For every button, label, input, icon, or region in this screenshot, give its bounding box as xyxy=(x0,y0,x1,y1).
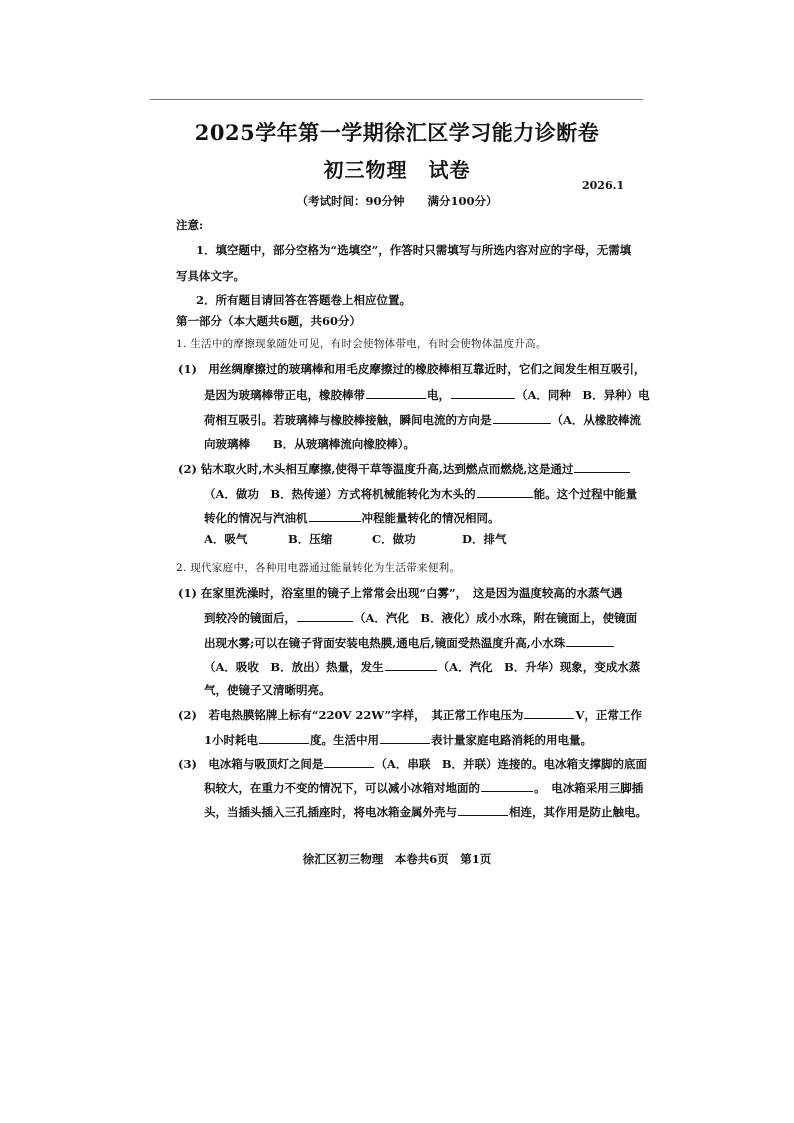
q1-intro: 1. 生活中的摩擦现象随处可见，有时会使物体带电，有时会使物体温度升高。 xyxy=(176,338,547,350)
answer-blank[interactable] xyxy=(366,386,426,399)
answer-blank[interactable] xyxy=(380,731,430,744)
answer-blank[interactable] xyxy=(324,755,374,768)
q2-3-text-d: 。 电冰箱采用三脚插 xyxy=(534,781,644,795)
q1-1-line-2 xyxy=(204,386,650,403)
option-a: A．吸气 xyxy=(204,532,248,546)
option-b: B．压缩 xyxy=(288,532,333,546)
answer-blank[interactable] xyxy=(451,386,515,399)
q2-2-text-c: 1小时耗电 xyxy=(204,733,259,747)
q1-1-line-4: 向玻璃棒 B．从玻璃棒流向橡胶棒）。 xyxy=(204,437,415,451)
q2-1-text-b: （A．汽化 B．液化）成小水珠，附在镜面上，使镜面 xyxy=(354,611,638,625)
q2-1-line-4 xyxy=(204,658,640,675)
q1-2-text-d: 转化的情况与汽油机 xyxy=(204,511,308,525)
q1-1-line-1: (1) 用丝绸摩擦过的玻璃棒和用毛皮摩擦过的橡胶棒相互靠近时，它们之间发生相互吸引， xyxy=(178,362,646,376)
q2-1-text-c: 出现水雾;可以在镜子背面安装电热膜,通电后,镜面受热温度升高,小水珠 xyxy=(204,636,566,650)
q2-3-line-2 xyxy=(204,779,643,796)
answer-blank[interactable] xyxy=(477,485,533,498)
q2-1-line-3 xyxy=(204,634,615,651)
q1-2-text-b: （A．做功 B．热传递）方式将机械能转化为木头的 xyxy=(204,487,476,501)
q2-3-text-a: (3) 电冰箱与吸顶灯之间是 xyxy=(178,757,324,771)
option-c: C．做功 xyxy=(372,532,416,546)
q2-2-text-d: 度。生活中用 xyxy=(310,733,380,747)
paper-subtitle: 初三物理 试卷 xyxy=(323,158,471,182)
answer-blank[interactable] xyxy=(458,803,508,816)
q2-3-text-e: 头，当插头插入三孔插座时，将电冰箱金属外壳与 xyxy=(204,805,457,819)
q2-1-line-5: 气，使镜子又清晰明亮。 xyxy=(204,683,331,697)
q1-1-text-d: 荷相互吸引。若玻璃棒与橡胶棒接触，瞬间电流的方向是 xyxy=(204,413,492,427)
q1-2-text-a: (2) 钻木取火时,木头相互摩擦,使得干草等温度升高,达到燃点而燃烧,这是通过 xyxy=(178,462,574,476)
q1-2-line-3 xyxy=(204,509,500,526)
answer-blank[interactable] xyxy=(385,658,437,671)
page-footer: 徐汇区初三物理 本卷共6页 第1页 xyxy=(302,852,492,866)
part-1-heading: 第一部分（本大题共6题，共60分） xyxy=(176,314,362,328)
q1-2-text-e: 冲程能量转化的情况相同。 xyxy=(361,511,500,525)
q2-1-text-a: 到较冷的镜面后， xyxy=(204,611,296,625)
answer-blank[interactable] xyxy=(566,634,614,647)
exam-info: （考试时间：90分钟 满分100分） xyxy=(296,194,498,208)
q1-2-options xyxy=(204,531,506,547)
q2-2-text-e: 表计量家庭电路消耗的用电量。 xyxy=(431,733,593,747)
q2-2-text-a: (2) 若电热膜铭牌上标有“220V 22W”字样， 其正常工作电压为 xyxy=(178,708,524,722)
note-1-line-2: 写具体文字。 xyxy=(176,269,245,283)
q2-3-line-3 xyxy=(204,803,647,820)
answer-blank[interactable] xyxy=(309,509,361,522)
q2-1-text-e: （A．汽化 B．升华）现象，变成水蒸 xyxy=(437,660,641,674)
answer-blank[interactable] xyxy=(481,779,533,792)
answer-blank[interactable] xyxy=(297,609,353,622)
q2-2-line-2 xyxy=(204,731,592,748)
note-1-line-1: 1．填空题中，部分空格为“选填空”，作答时只需填写与所选内容对应的字母，无需填 xyxy=(196,243,632,257)
q2-3-text-c: 积较大，在重力不变的情况下，可以减小冰箱对地面的 xyxy=(204,781,480,795)
q2-1-text-d: （A．吸收 B．放出）热量，发生 xyxy=(204,660,384,674)
q1-2-line-2 xyxy=(204,485,637,502)
answer-blank[interactable] xyxy=(259,731,309,744)
answer-blank[interactable] xyxy=(493,411,551,424)
q1-1-text-e: （A．从橡胶棒流 xyxy=(551,413,641,427)
q2-intro: 2. 现代家庭中，各种用电器通过能量转化为生活带来便利。 xyxy=(176,562,461,574)
q1-1-text-b: 电， xyxy=(427,388,450,402)
q1-2-line-1 xyxy=(178,460,631,477)
q1-1-text-a: 是因为玻璃棒带正电，橡胶棒带 xyxy=(204,388,365,402)
q2-3-line-1 xyxy=(178,755,647,772)
note-2: 2．所有题目请回答在答题卷上相应位置。 xyxy=(196,293,411,307)
q2-1-line-2 xyxy=(204,609,637,626)
answer-blank[interactable] xyxy=(524,706,574,719)
notes-heading: 注意: xyxy=(176,218,204,232)
q2-2-text-b: V，正常工作 xyxy=(575,708,642,722)
header-rule xyxy=(150,99,643,100)
q1-1-text-c: （A．同种 B．异种）电 xyxy=(516,388,650,402)
q2-3-text-f: 相连，其作用是防止触电。 xyxy=(509,805,647,819)
exam-date: 2026.1 xyxy=(582,179,625,192)
q2-3-text-b: （A．串联 B．并联）连接的。电冰箱支撑脚的底面 xyxy=(375,757,648,771)
paper-title: 2025学年第一学期徐汇区学习能力诊断卷 xyxy=(194,120,600,145)
q1-2-text-c: 能。这个过程中能量 xyxy=(533,487,638,501)
option-d: D．排气 xyxy=(462,532,507,546)
q1-1-line-3 xyxy=(204,411,641,428)
q2-2-line-1 xyxy=(178,706,642,723)
answer-blank[interactable] xyxy=(574,460,630,473)
q2-1-line-1: (1) 在家里洗澡时，浴室里的镜子上常常会出现“白雾”， 这是因为温度较高的水蒸气遇 xyxy=(178,586,623,600)
